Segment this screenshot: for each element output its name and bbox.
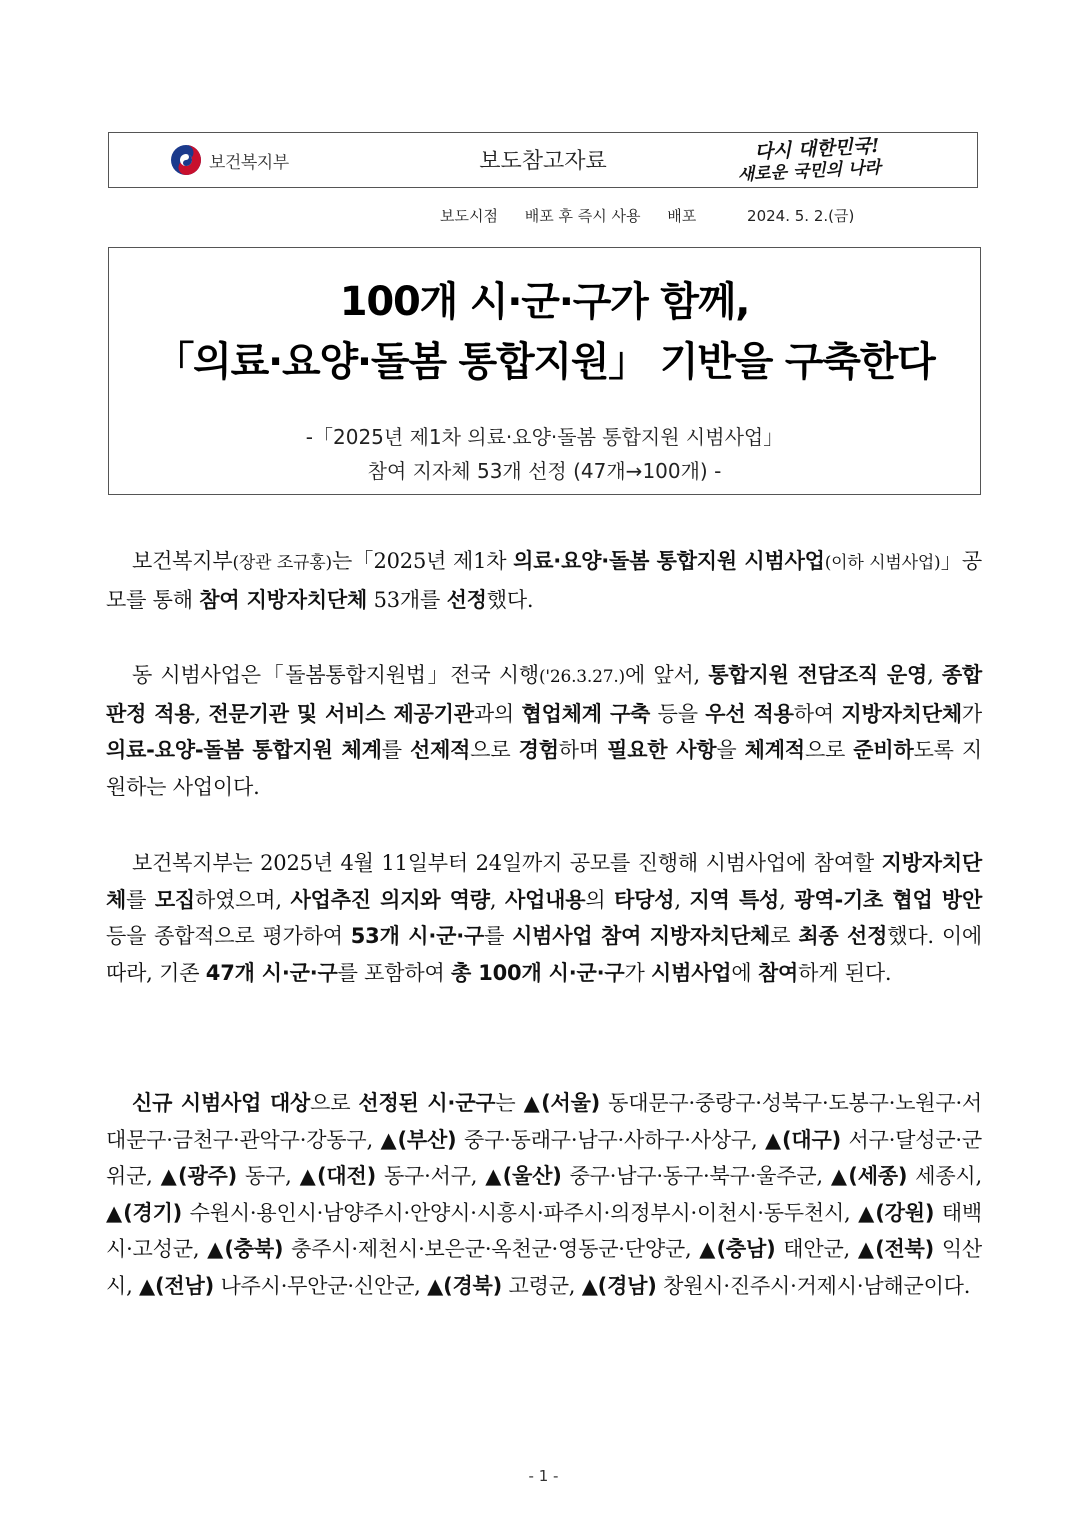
text-run: 태안군,	[775, 1237, 858, 1261]
text-run: 중구·남구·동구·북구·울주군,	[561, 1164, 831, 1188]
text-run: ,	[194, 701, 209, 726]
bold-text-run: 필요한 사항	[607, 738, 717, 762]
text-run: 충주시·제천시·보은군·옥천군·영동군·단양군,	[283, 1237, 700, 1261]
text-run: 53개	[367, 587, 420, 612]
text-run: 세종시,	[907, 1164, 982, 1188]
text-run: ,	[779, 887, 795, 912]
bold-text-run: 체계적	[744, 738, 805, 762]
text-run: 창원시·진주시·거제시·남해군이다.	[656, 1273, 971, 1298]
text-run: 보건복지부	[132, 549, 233, 573]
bold-text-run: 준비하	[853, 738, 914, 762]
headline-line-2: 「의료·요양·돌봄 통합지원」 기반을 구축한다	[154, 339, 935, 385]
text-run: 동 시범사업은「돌봄통합지원법」전국 시행	[132, 663, 539, 687]
region-label: ▲(충북)	[207, 1237, 284, 1261]
text-run: 나주시·무안군·신안군,	[213, 1273, 428, 1298]
bold-text-run: 통합지원 전담조직 운영	[708, 663, 928, 687]
region-label: ▲(충남)	[699, 1237, 776, 1261]
bold-text-run: 지역 특성	[689, 887, 780, 912]
bold-text-run: 의료-요양-돌봄 통합지원 체계	[106, 738, 382, 762]
text-run: 를	[420, 587, 447, 612]
bold-text-run: 의료·요양·돌봄 통합지원 시범사업	[513, 549, 825, 573]
text-run: ,	[489, 887, 505, 912]
bold-text-run: 지방자치단체	[106, 851, 982, 912]
bold-text-run: 사업내용	[505, 887, 586, 912]
body-paragraph-3	[106, 845, 982, 991]
text-run: 태백시·고성군,	[106, 1200, 983, 1261]
bold-text-run: 47개 시·군·구	[205, 960, 338, 985]
bold-text-run: 시범사업	[651, 960, 732, 985]
text-run: 의	[585, 887, 615, 912]
text-run: 하게 된다.	[798, 960, 892, 985]
text-run: 등을	[650, 701, 706, 726]
release-timing: 배포 후 즉시 사용	[524, 207, 641, 225]
press-release-header	[108, 132, 978, 188]
release-date: 2024. 5. 2.(금)	[747, 207, 855, 225]
region-label: ▲(전남)	[139, 1273, 214, 1298]
region-label: ▲(강원)	[858, 1200, 935, 1225]
body-paragraph-2	[106, 657, 982, 805]
bold-text-run: 총 100개 시·군·구	[451, 960, 625, 985]
text-run: 했다.	[486, 587, 534, 612]
text-run: 중구·동래구·남구·사하구·사상구,	[456, 1127, 766, 1152]
text-run: 등을 종합적으로 평가하여	[106, 924, 351, 948]
bold-text-run: 경험	[518, 738, 559, 762]
text-run: 를	[484, 924, 513, 948]
bold-text-run: 종합판정 적용	[106, 663, 983, 726]
text-run: 도록 지원하는 사업이다.	[106, 738, 983, 799]
text-run: 를	[126, 887, 155, 912]
text-run: 했다. 이에 따라, 기존	[106, 924, 982, 985]
text-run: 에	[731, 960, 758, 985]
text-run: 으로	[310, 1091, 359, 1115]
subheadline-line-1: -「2025년 제1차 의료·요양·돌봄 통합지원 시범사업」	[305, 425, 784, 449]
text-run: 보건복지부는 2025년 4월 11일부터 24일까지 공모를 진행해 시범사업에 참여할	[132, 851, 882, 875]
text-run: ('26.3.27.)	[538, 667, 625, 687]
region-label: ▲(세종)	[830, 1164, 908, 1188]
headline-line-1: 100개 시·군·구가 함께,	[339, 279, 750, 325]
region-label: ▲(부산)	[380, 1127, 457, 1152]
text-run: 가	[624, 960, 652, 985]
text-run: 수원시·용인시·남양주시·안양시·시흥시·파주시·의정부시·이천시·동두천시,	[182, 1200, 859, 1225]
text-run: ,	[927, 663, 942, 687]
text-run: 을	[716, 738, 745, 762]
government-slogan	[736, 132, 938, 186]
subheadline-line-2: 참여 지자체 53개 선정 (47개→100개) -	[367, 459, 722, 483]
text-run: 고령군,	[502, 1273, 582, 1298]
region-label: ▲(경기)	[106, 1200, 183, 1225]
region-label: ▲(대전)	[299, 1164, 376, 1188]
region-label: ▲(경남)	[581, 1273, 657, 1298]
text-run: 서구·달성군·군위군,	[106, 1127, 982, 1188]
bold-text-run: 선제적	[409, 738, 471, 762]
bold-text-run: 참여 지방자치단체	[199, 587, 368, 612]
text-run: 를 포함하여	[337, 960, 452, 985]
bold-text-run: 사업추진 의지와 역량	[290, 887, 490, 912]
release-time-label: 보도시점	[440, 207, 498, 225]
text-run: 는「2025년 제1차	[331, 549, 514, 573]
slogan-line-2: 새로운 국민의 나라	[737, 157, 882, 186]
release-info	[440, 205, 876, 226]
text-run: 로	[770, 924, 799, 948]
bold-text-run: 선정된 시·군구	[358, 1091, 496, 1115]
text-run: 동구·서구,	[376, 1164, 486, 1188]
slogan-line-1: 다시 대한민국!	[753, 134, 881, 164]
region-label: ▲(전북)	[857, 1237, 935, 1261]
text-run: (장관 조규홍)	[232, 553, 332, 573]
region-label: ▲(경북)	[427, 1273, 503, 1298]
bold-text-run: 시범사업 참여 지방자치단체	[512, 924, 771, 948]
region-label: ▲(서울)	[523, 1091, 601, 1115]
region-label: ▲(대구)	[765, 1127, 841, 1152]
text-run: 」공모를 통해	[106, 549, 983, 612]
text-run: 익산시,	[106, 1237, 982, 1298]
text-run: 동구,	[237, 1164, 300, 1188]
headline-box	[108, 247, 981, 495]
text-run: 는	[495, 1091, 524, 1115]
bold-text-run: 타당성	[614, 887, 675, 912]
text-run: ,	[674, 887, 690, 912]
text-run: 동대문구·중랑구·성북구·도봉구·노원구·서대문구·금천구·관악구·강동구,	[106, 1091, 983, 1152]
text-run: 하여	[793, 701, 842, 726]
bold-text-run: 전문기관 및 서비스 제공기관	[208, 701, 474, 726]
distribution-label: 배포	[667, 207, 697, 225]
bold-text-run: 선정	[446, 587, 487, 612]
bold-text-run: 우선 적용	[705, 701, 794, 726]
text-run: 으로	[804, 738, 854, 762]
page-number: - 1 -	[528, 1467, 559, 1485]
body-paragraph-1	[106, 543, 982, 618]
region-label: ▲(울산)	[485, 1164, 562, 1188]
text-run: 에 앞서,	[624, 663, 709, 687]
bold-text-run: 지방자치단체	[841, 701, 962, 726]
text-run: 하였으며,	[195, 887, 291, 912]
bold-text-run: 53개 시·군·구	[350, 924, 485, 948]
text-run: 과의	[473, 701, 522, 726]
subheadline	[109, 420, 980, 488]
bold-text-run: 최종 선정	[798, 924, 888, 948]
bold-text-run: 광역-기초 협업 방안	[794, 887, 983, 912]
release-type-label: 보도참고자료	[479, 149, 607, 174]
text-run: 를	[381, 738, 410, 762]
region-label: ▲(광주)	[160, 1164, 238, 1188]
ministry-name: 보건복지부	[209, 153, 289, 173]
bold-text-run: 협업체계 구축	[521, 701, 651, 726]
bold-text-run: 모집	[154, 887, 196, 912]
text-run: (이하 시범사업)	[824, 553, 941, 573]
body-paragraph-4	[106, 1085, 982, 1304]
text-run: 으로	[470, 738, 519, 762]
bold-text-run: 참여	[757, 960, 799, 985]
text-run: 가	[961, 701, 982, 726]
bold-text-run: 신규 시범사업 대상	[132, 1091, 311, 1115]
text-run: 하며	[558, 738, 608, 762]
